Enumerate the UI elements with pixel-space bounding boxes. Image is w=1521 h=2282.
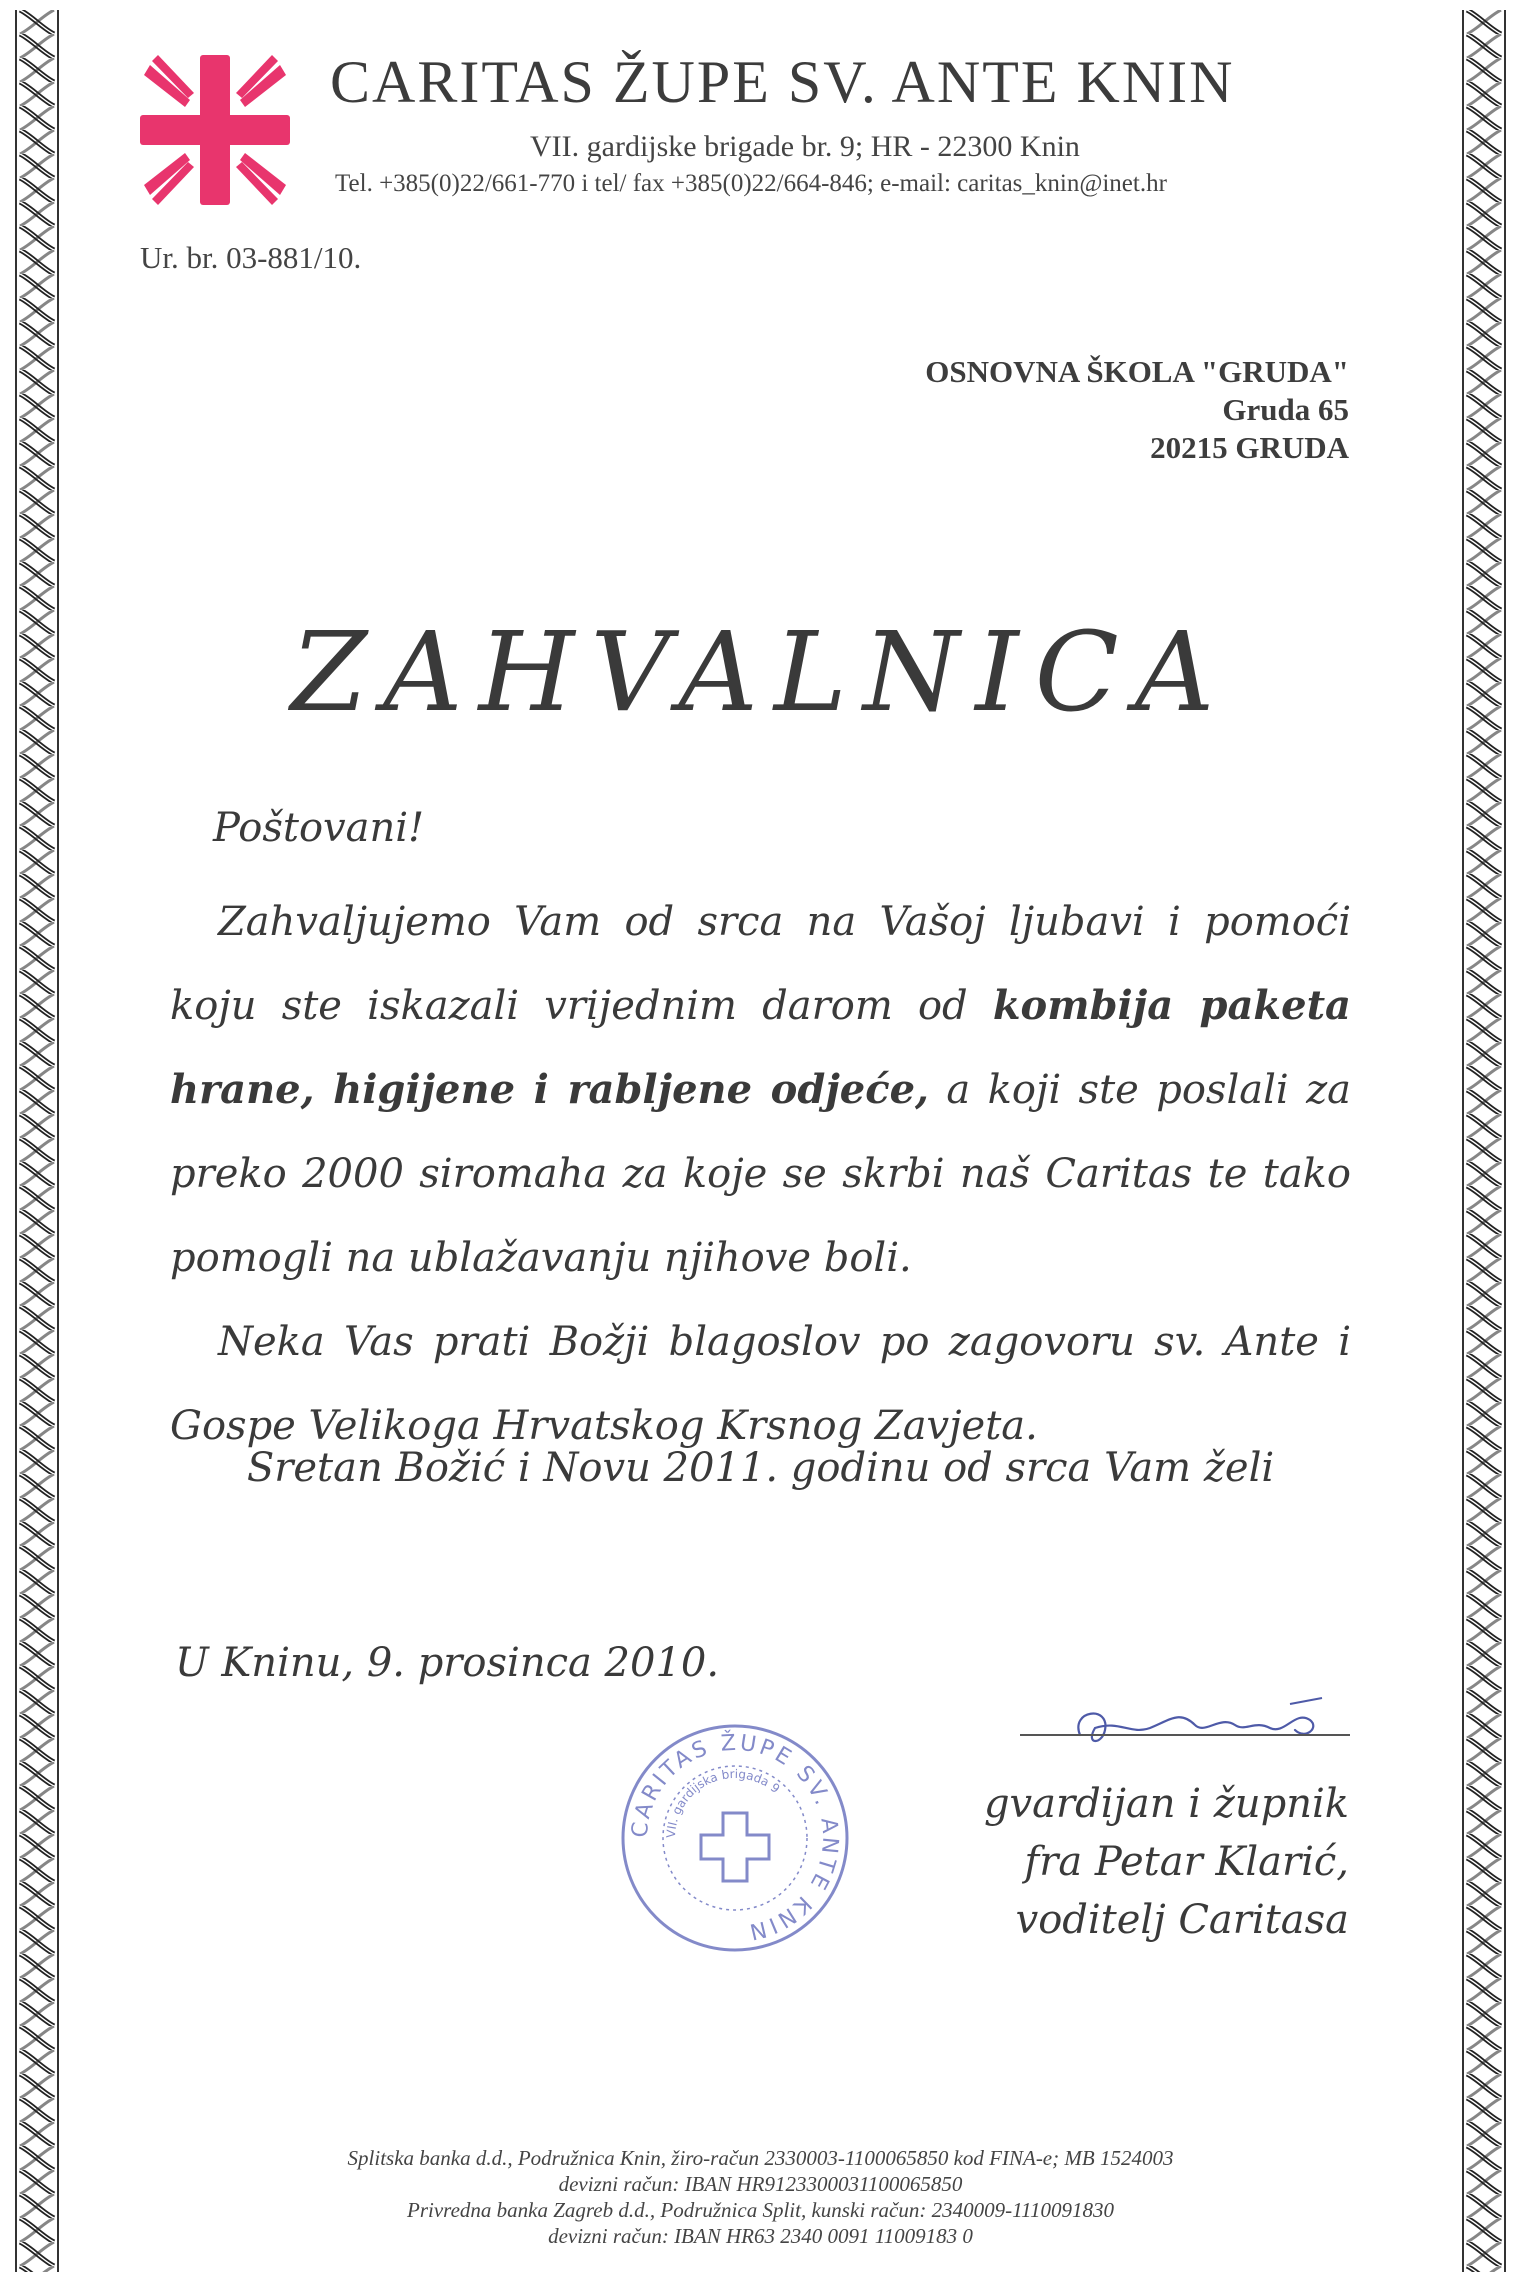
rope-border-left <box>12 10 62 2272</box>
salutation: Poštovani! <box>213 805 425 851</box>
recipient-city: 20215 GRUDA <box>1150 430 1349 465</box>
signer-role: voditelj Caritasa <box>1015 1897 1349 1943</box>
footer-line-1: Splitska banka d.d., Podružnica Knin, žiro-račun 2330003-1100065850 kod FINA-e; MB 1524003 <box>347 2146 1174 2170</box>
recipient-name: OSNOVNA ŠKOLA "GRUDA" <box>925 354 1349 389</box>
official-stamp-icon <box>615 1718 855 1958</box>
organization-name: CARITAS ŽUPE SV. ANTE KNIN <box>330 49 1235 115</box>
bank-details-footer <box>0 2145 1521 2249</box>
recipient-address <box>925 353 1349 467</box>
letter-body <box>170 880 1351 1468</box>
stamp-inner-text: VII. gardijska brigada 9 <box>663 1766 783 1839</box>
recipient-street: Gruda 65 <box>1222 392 1349 427</box>
paragraph-thanks-end: a koji ste poslali za preko 2000 siromaha za koje se skrbi naš Caritas te tako pomogli na ublažavanju njihove boli. <box>170 1067 1351 1281</box>
paragraph-blessing: Neka Vas prati Božji blagoslov po zagovoru sv. Ante i Gospe Velikoga Hrvatskog Krsnog Zavjeta. <box>170 1319 1351 1449</box>
signature-line <box>1020 1734 1350 1736</box>
signer-name: fra Petar Klarić, <box>1024 1839 1349 1885</box>
handwritten-signature <box>1060 1690 1340 1760</box>
signer-block <box>984 1775 1349 1949</box>
organization-address: VII. gardijske brigade br. 9; HR - 22300 Knin <box>530 130 1080 163</box>
paragraph-thanks <box>170 880 1351 1300</box>
rope-border-right <box>1459 10 1509 2272</box>
document-title: ZAHVALNICA <box>290 608 1231 736</box>
footer-line-2: devizni račun: IBAN HR9123300031100065850 <box>558 2172 963 2196</box>
signer-title: gvardijan i župnik <box>983 1781 1349 1827</box>
footer-line-4: devizni račun: IBAN HR63 2340 0091 11009183 0 <box>548 2224 973 2248</box>
paragraph-thanks-start: Zahvaljujemo Vam od srca na Vašoj ljubavi i pomoći koju ste iskazali vrijednim darom od <box>170 899 1351 1029</box>
organization-contact: Tel. +385(0)22/661-770 i tel/ fax +385(0)22/664-846; e-mail: caritas_knin@inet.hr <box>335 170 1167 197</box>
stamp-ring-text: CARITAS ŽUPE SV. ANTE KNIN <box>627 1730 843 1945</box>
holiday-greeting: Sretan Božić i Novu 2011. godinu od srca Vam želi <box>246 1445 1275 1491</box>
footer-line-3: Privredna banka Zagreb d.d., Podružnica Split, kunski račun: 2340009-1110091830 <box>407 2198 1114 2222</box>
reference-number: Ur. br. 03-881/10. <box>140 240 362 275</box>
svg-text:CARITAS ŽUPE SV. ANTE KNIN <box>628 1730 843 1945</box>
donation-description: kombija paketa hrane, higijene i rabljene odjeće, <box>170 982 1351 1113</box>
place-and-date: U Kninu, 9. prosinca 2010. <box>175 1640 720 1686</box>
caritas-logo-icon <box>130 45 300 215</box>
